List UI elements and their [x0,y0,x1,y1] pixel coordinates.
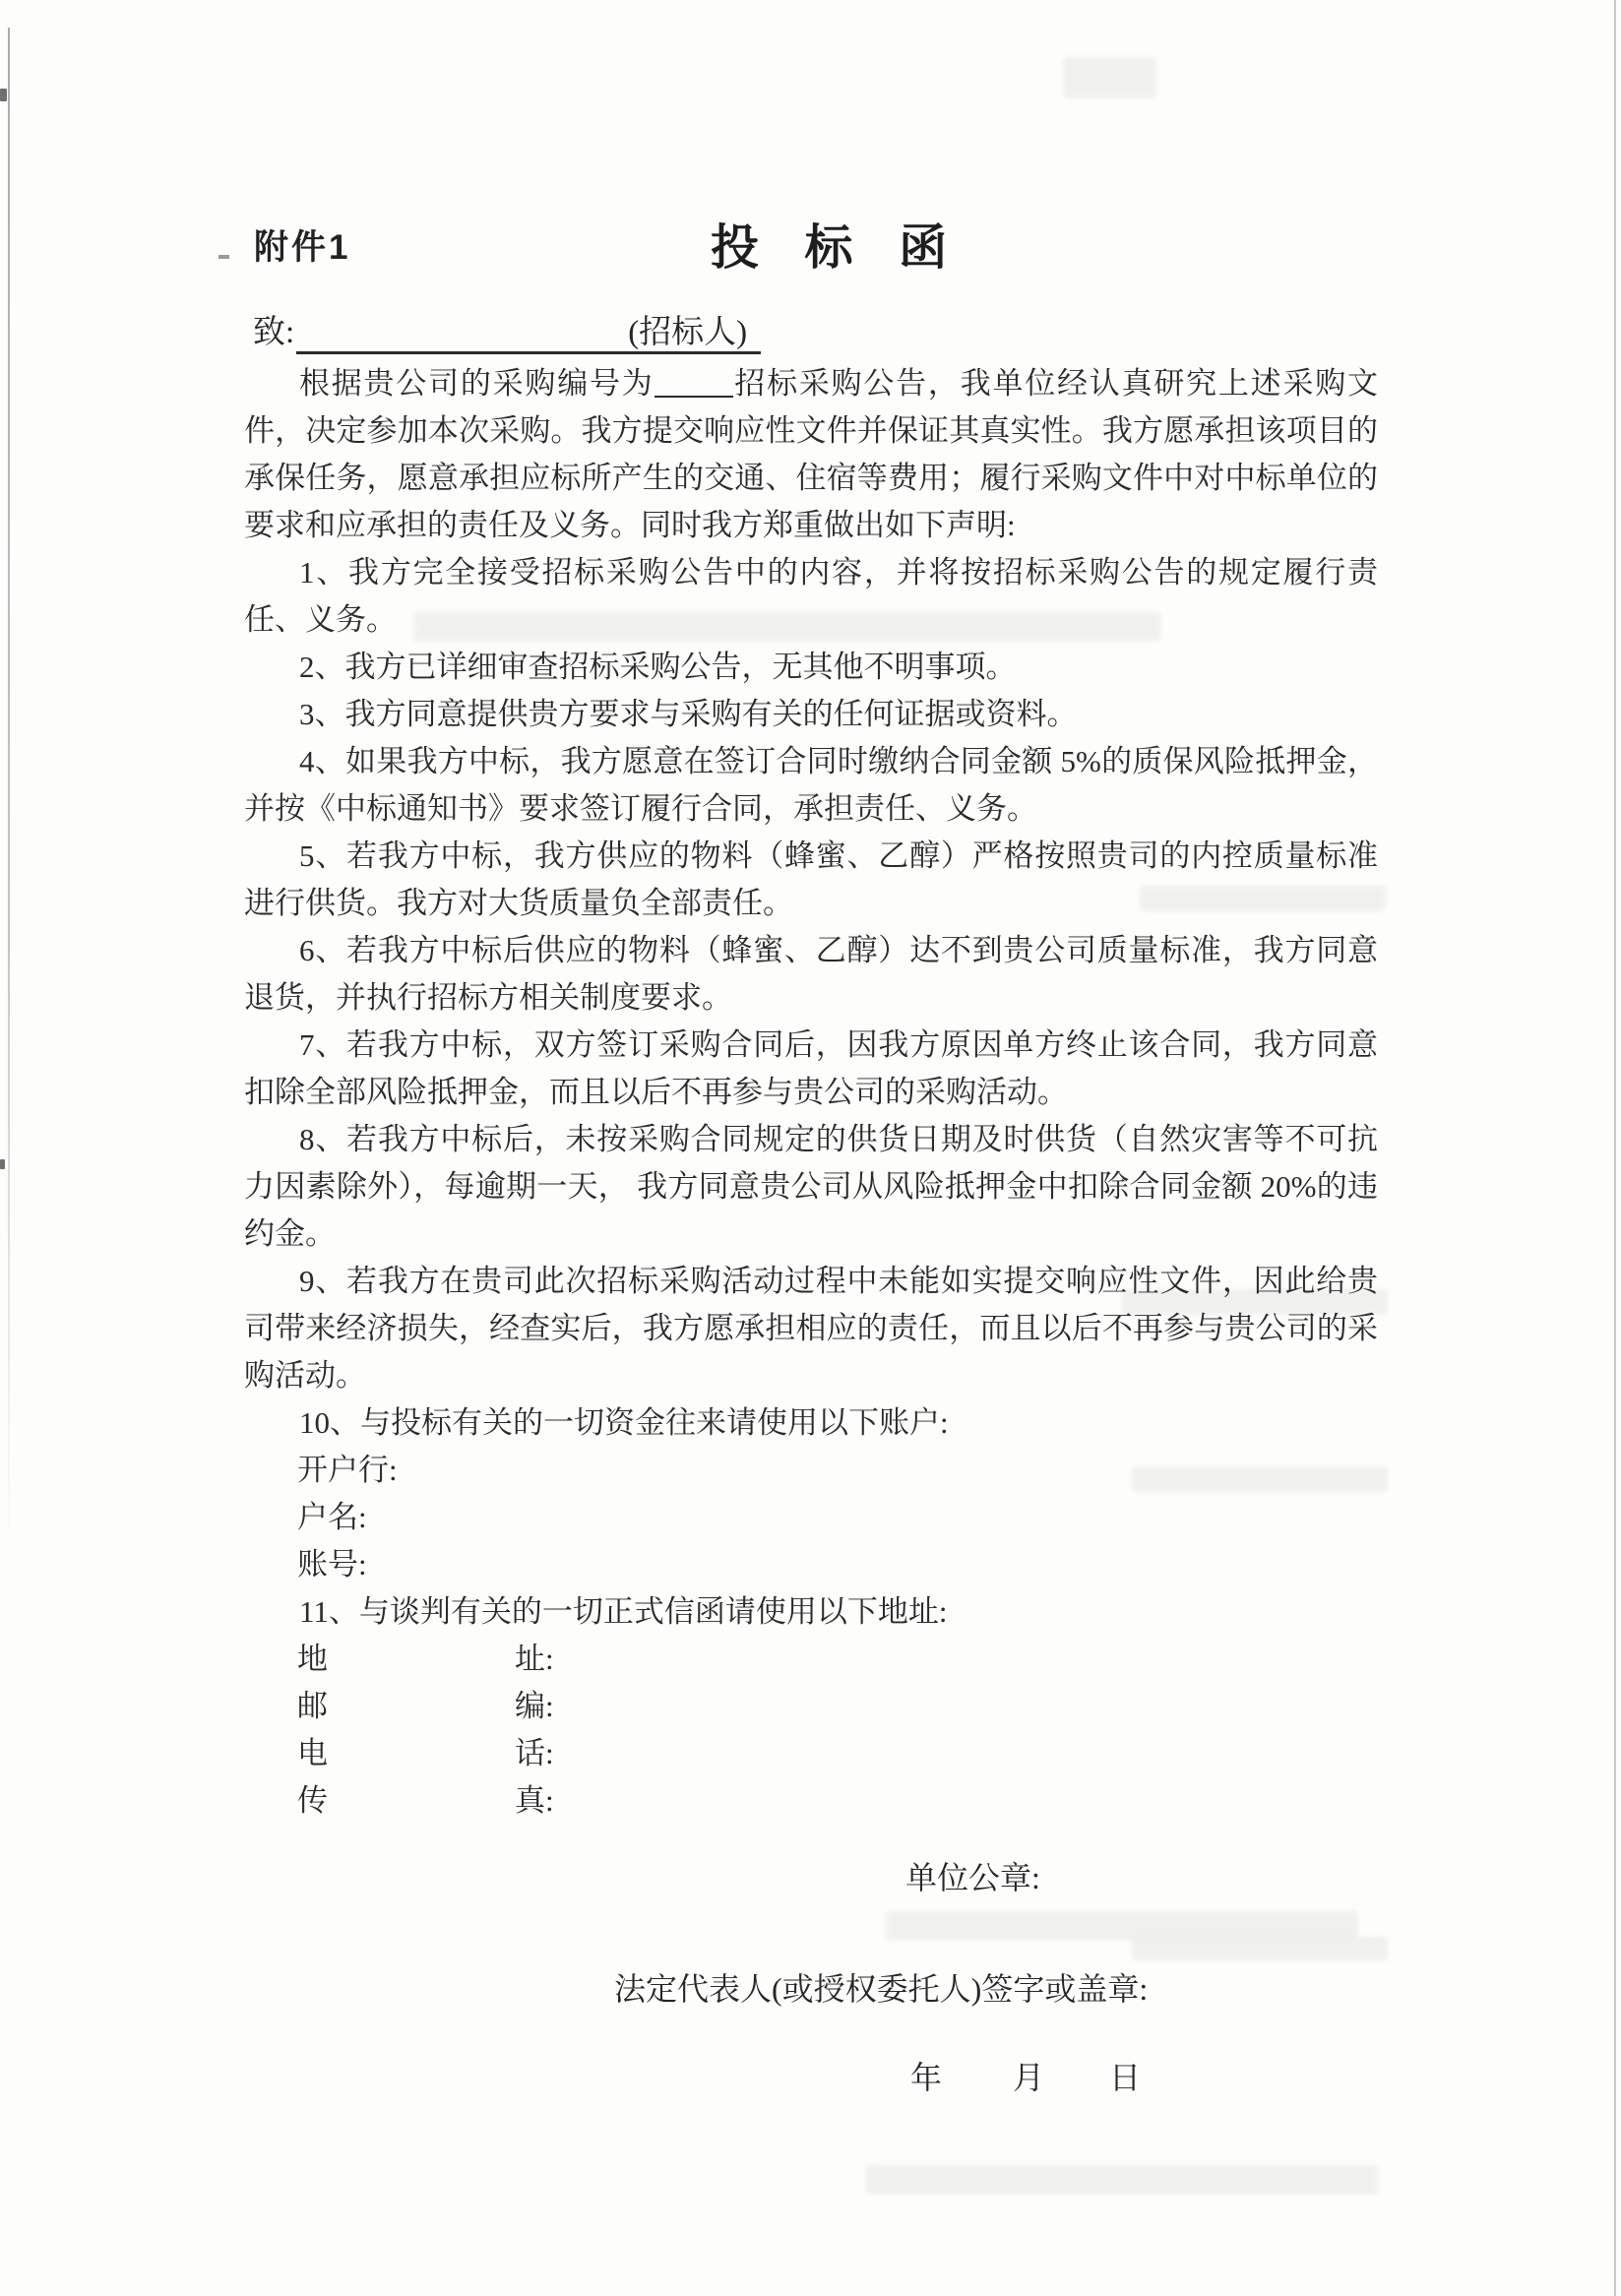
phone-label-first: 电 [297,1736,328,1770]
account-number-label: 账号: [297,1547,367,1582]
date-line [910,2053,1141,2098]
scan-edge-line-right [1614,0,1616,2296]
clause-paragraph-9: 9、若我方在贵司此次招标采购活动过程中未能如实提交响应性文件，因此给贵司带来经济损失，经查实后，我方愿承担相应的责任，而且以后不再参与贵公司的采购活动。 [244,1264,1378,1393]
date-month-label: 月 [1013,2060,1045,2095]
document-body [244,360,1378,1825]
address-label-first: 地 [297,1642,328,1676]
clause-paragraph-2: 2、我方已详细审查招标采购公告，无其他不明事项。 [299,650,1017,684]
clause-paragraph-8: 8、若我方中标后，未按采购合同规定的供货日期及时供货（自然灾害等不可抗力因素除外），每逾期一天， 我方同意贵公司从风险抵押金中扣除合同金额 20%的违约金。 [244,1122,1378,1251]
scan-speck [0,1159,5,1169]
clause-paragraph-3: 3、我方同意提供贵方要求与采购有关的任何证据或资料。 [299,697,1078,731]
clause-paragraph-7: 7、若我方中标，双方签订采购合同后，因我方原因单方终止该合同，我方同意扣除全部风险抵押金，而且以后不再参与贵公司的采购活动。 [244,1027,1378,1109]
fax-label-first: 传 [297,1783,328,1818]
bank-name-label: 开户行: [297,1453,398,1487]
postcode-label-first: 邮 [297,1689,328,1723]
clause-paragraph-6: 6、若我方中标后供应的物料（蜂蜜、乙醇）达不到贵公司质量标准，我方同意退货，并执行招标方相关制度要求。 [244,933,1378,1015]
date-day-label: 日 [1109,2060,1142,2095]
salutation-line [253,311,761,354]
bank-field-row [244,1447,1378,1494]
scan-speck [0,89,7,101]
phone-label-second: 话: [515,1736,554,1770]
legal-representative-label: 法定代表人(或授权委托人)签字或盖章: [614,1971,1149,2007]
ghost-text-artifact [866,2165,1378,2195]
company-seal-label: 单位公章: [905,1860,1040,1895]
ghost-text-artifact [1063,57,1156,98]
intro-paragraph [244,360,1378,549]
scan-dash-mark [218,255,229,259]
bank-field-row [244,1541,1378,1588]
procurement-number-blank-field [655,366,733,398]
scan-edge-line-left [8,28,10,1548]
clause-paragraph-5: 5、若我方中标，我方供应的物料（蜂蜜、乙醇）严格按照贵司的内控质量标准进行供货。我方对大货质量负全部责任。 [244,838,1378,920]
clause-paragraph-4: 4、如果我方中标，我方愿意在签订合同时缴纳合同金额 5%的质保风险抵押金，并按《中标通知书》要求签订履行合同，承担责任、义务。 [244,744,1378,826]
account-name-label: 户名: [297,1500,367,1534]
bank-field-row [244,1494,1378,1541]
contact-field-row [244,1636,1378,1683]
address-label-second: 址: [515,1642,554,1676]
fax-label-second: 真: [515,1783,554,1818]
contact-field-row [244,1777,1378,1825]
ghost-text-artifact [1132,1937,1388,1960]
clause-paragraph-11: 11、与谈判有关的一切正式信函请使用以下地址: [299,1594,948,1629]
postcode-label-second: 编: [515,1689,554,1723]
contact-field-row [244,1683,1378,1730]
date-year-label: 年 [910,2060,943,2095]
tenderee-blank-field [296,311,761,354]
clause-paragraph-10: 10、与投标有关的一切资金往来请使用以下账户: [299,1405,949,1440]
intro-text-after-blank: 招标采购公告，我单位经认真研究上述采购文件，决定参加本次采购。我方提交响应性文件并保证其真实性。我方愿承担该项目的承保任务，愿意承担应标所产生的交通、住宿等费用；履行采购文件中对中标单位的要求和应承担的责任及义务。同时我方郑重做出如下声明: [244,366,1378,542]
clause-paragraph-1: 1、我方完全接受招标采购公告中的内容，并将按招标采购公告的规定履行责任、义务。 [244,555,1378,637]
salutation-prefix: 致: [253,315,295,350]
page-title: 投标函 [711,221,993,275]
intro-text-before-blank: 根据贵公司的采购编号为 [299,366,655,401]
tenderee-hint-label: (招标人) [628,315,748,350]
contact-field-row [244,1730,1378,1777]
attachment-label: 附件1 [254,228,351,267]
